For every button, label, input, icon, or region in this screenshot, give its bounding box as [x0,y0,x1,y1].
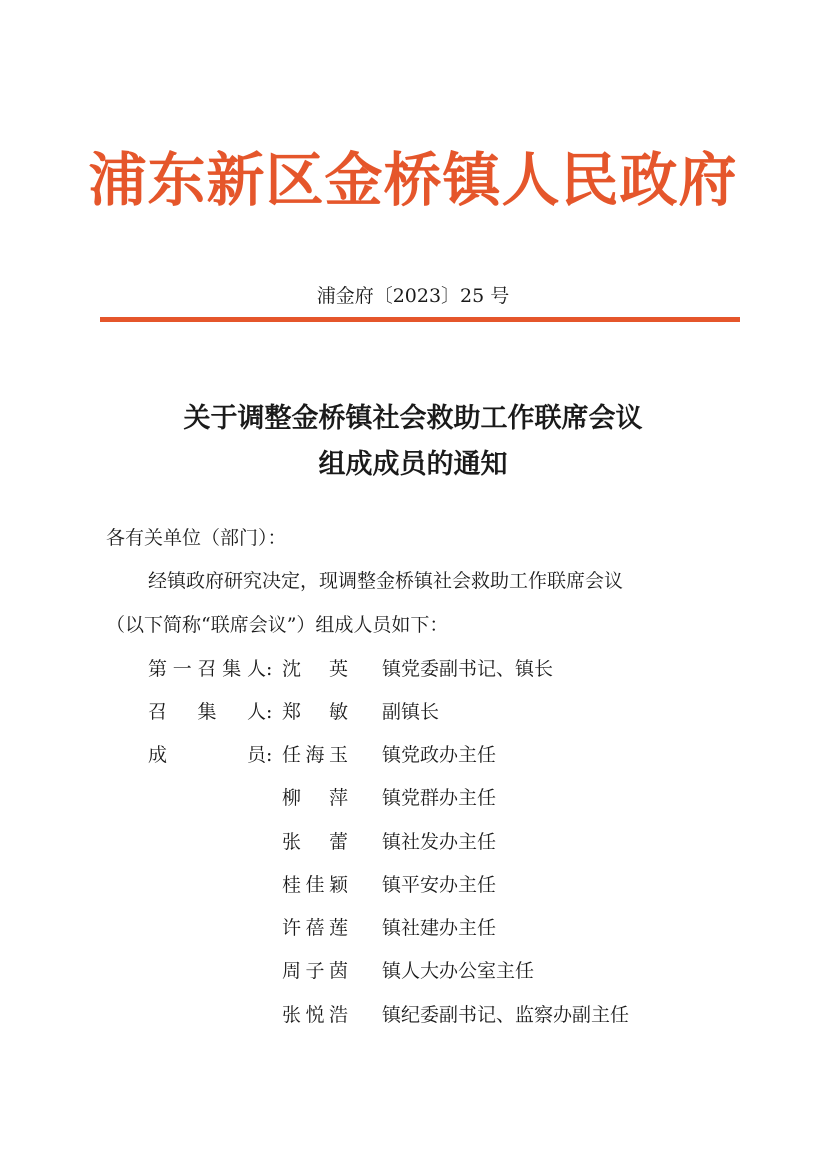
member-name: 柳萍 [282,787,348,809]
red-separator-line [100,317,740,322]
member-position: 镇社发办主任 [382,831,497,853]
member-position: 镇平安办主任 [382,874,497,896]
member-position: 镇党政办主任 [382,744,497,766]
member-name: 沈英 [282,658,348,680]
member-row [0,696,826,728]
body-paragraph-line-2: （以下简称“联席会议”）组成人员如下： [106,614,449,636]
issuing-organization-header: 浦东新区金桥镇人民政府 [88,146,738,214]
member-row [0,739,826,771]
document-number: 浦金府〔2023〕25 号 [316,285,510,307]
member-role: 召集人 [148,701,266,723]
body-paragraph-line-1: 经镇政府研究决定，现调整金桥镇社会救助工作联席会议 [148,570,624,592]
member-row [0,782,826,814]
document-title-line-2: 组成成员的通知 [318,449,508,480]
member-name: 周子茵 [282,960,348,982]
member-position: 镇党群办主任 [382,787,497,809]
member-name: 郑敏 [282,701,348,723]
member-position: 镇人大办公室主任 [382,960,535,982]
member-name: 桂佳颖 [282,874,348,896]
member-row [0,826,826,858]
member-position: 镇纪委副书记、监察办副主任 [382,1004,630,1026]
member-position: 镇党委副书记、镇长 [382,658,554,680]
member-row [0,955,826,987]
member-name: 张蕾 [282,831,348,853]
document-title [0,396,826,488]
member-position: 副镇长 [382,701,440,723]
member-colon: : [266,744,273,766]
member-colon: : [266,658,273,680]
member-colon: : [266,701,273,723]
member-position: 镇社建办主任 [382,917,497,939]
member-name: 张悦浩 [282,1004,348,1026]
member-name: 许蓓莲 [282,917,348,939]
member-role: 成员 [148,744,266,766]
member-row [0,869,826,901]
member-row [0,999,826,1031]
document-title-line-1: 关于调整金桥镇社会救助工作联席会议 [183,403,643,434]
member-row [0,653,826,685]
salutation: 各有关单位（部门）： [106,527,287,549]
member-name: 任海玉 [282,744,348,766]
member-role: 第一召集人 [148,658,266,680]
member-row [0,912,826,944]
